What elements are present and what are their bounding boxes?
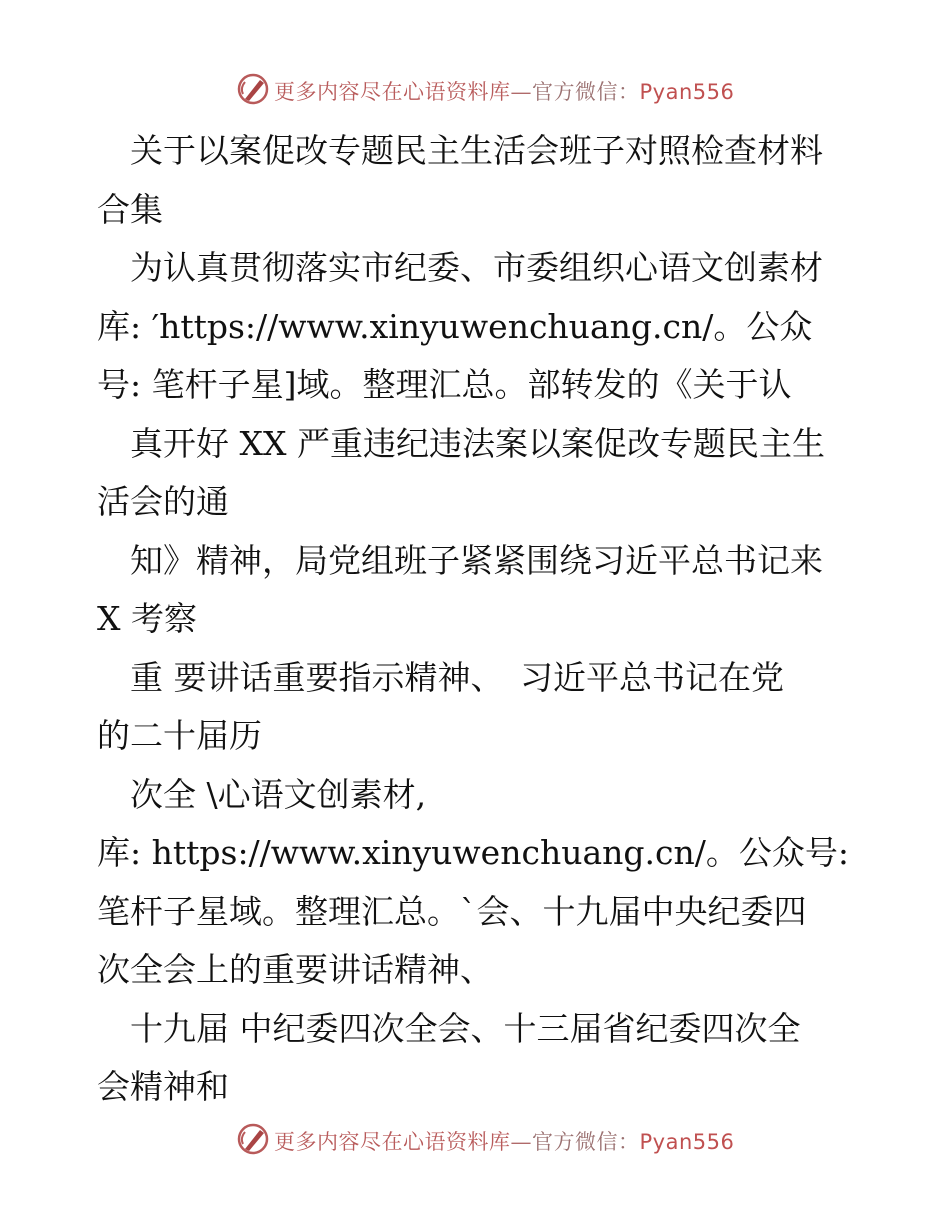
pen-logo-icon [236,1122,270,1156]
watermark-text: 更多内容尽在心语资料库—官方微信：Pyan556 [274,80,735,104]
title-line-1: 关于以案促改专题民主生活会班子对照检查材料 [97,131,823,170]
text-line: 真开好 XX 严重违纪违法案以案促改专题民主生 [97,423,825,463]
title-line-2: 合集 [97,189,163,229]
pen-logo-icon [236,72,270,106]
text-line: X 考察 [97,599,197,638]
text-line: 活会的通 [97,482,229,521]
text-line: 重 要讲话重要指示精神、 习近平总书记在党 [97,657,784,697]
text-line: 为认真贯彻落实市纪委、市委组织心语文创素材 [97,248,823,287]
text-line: 知》精神，局党组班子紧紧围绕习近平总书记来 [97,540,823,580]
header-watermark [0,70,950,110]
text-line: 的二十届历 [97,716,262,755]
text-line: 十九届 中纪委四次全会、十三届省纪委四次全 [97,1008,801,1048]
text-line: 号: 笔杆子星]域。整理汇总。部转发的《关于认 [97,365,792,404]
text-line: 笔杆子星域。整理汇总。`会、十九届中央纪委四 [97,891,807,931]
document-body [97,122,857,1117]
text-line: 库: ′https://www.xinyuwenchuang.cn/。公众 [97,306,813,346]
text-line: 会精神和 [97,1067,229,1106]
footer-watermark [0,1120,950,1160]
text-line: 次全 \心语文创素材, [97,774,427,814]
text-line: 次全会上的重要讲话精神、 [97,950,493,989]
text-line: 库: https://www.xinyuwenchuang.cn/。公众号: [97,833,849,872]
watermark-text: 更多内容尽在心语资料库—官方微信：Pyan556 [274,1130,735,1154]
